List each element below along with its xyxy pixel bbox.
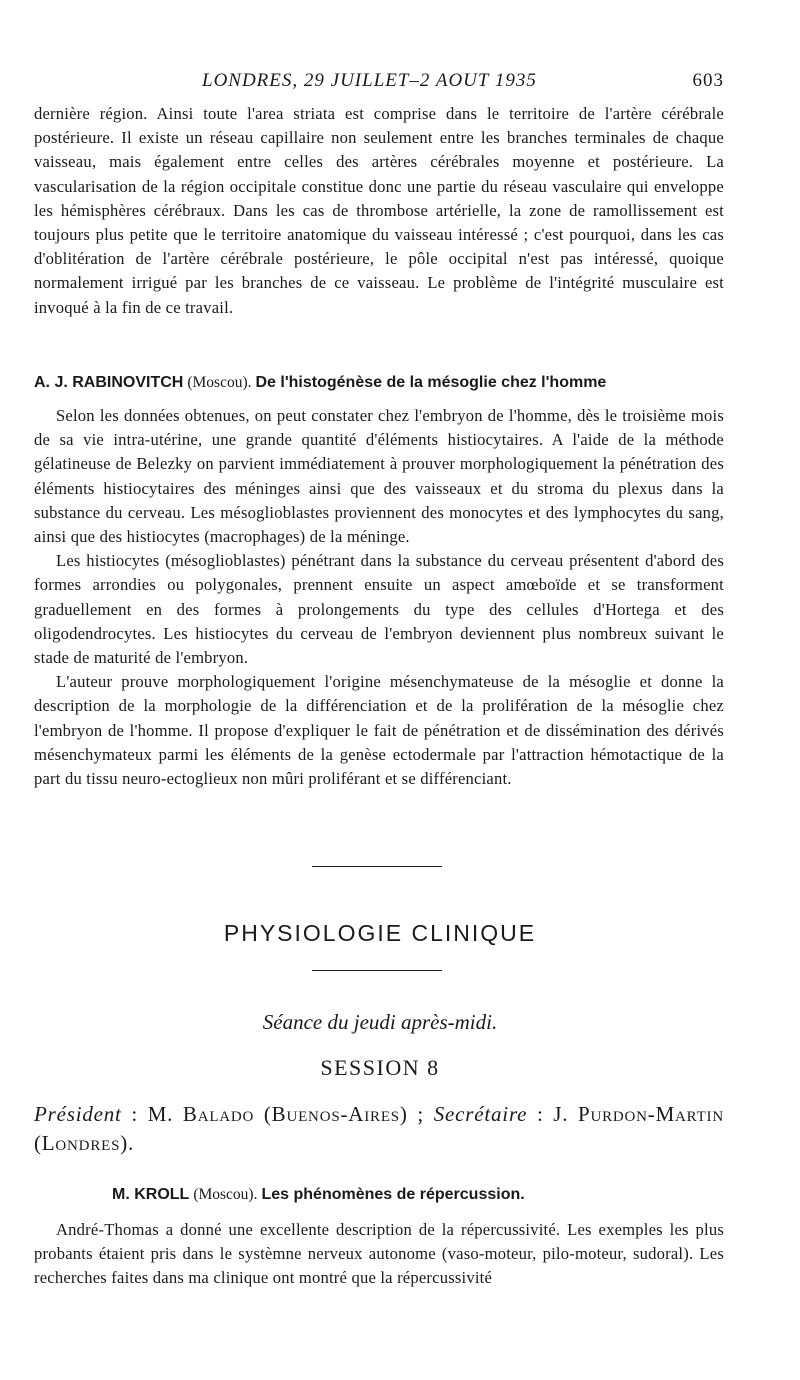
intro-paragraph xyxy=(34,102,724,320)
abstract1-author: A. J. RABINOVITCH xyxy=(34,374,184,391)
abstract1-paragraph-3: L'auteur prouve morphologiquement l'origine mésenchymateuse de la mésoglie et donne la description de la morphologie de la différenciation et de la prolifération de la mésoglie chez l'embryon de l'homme. Il propose d'expliquer le fait de pénétration et de dissémination des dérivés mésenchymateux parmi les éléments de la genèse ectodermale par l'attraction hémotactique de la part du tissu neuro-ectoglieux non mûri proliférant et se différenciant. xyxy=(34,672,724,789)
abstract2-city: (Moscou). xyxy=(193,1186,258,1203)
president-label: Président xyxy=(34,1102,122,1126)
secretary-label: Secrétaire xyxy=(433,1102,528,1126)
abstract2-body xyxy=(34,1218,724,1291)
section-title: PHYSIOLOGIE CLINIQUE xyxy=(223,920,537,946)
president-name: M. Balado (Buenos-Aires) ; xyxy=(147,1102,425,1126)
abstract1-city: (Moscou). xyxy=(187,374,252,391)
running-header xyxy=(34,70,724,100)
page-number: 603 xyxy=(692,70,724,91)
abstract1-heading xyxy=(34,374,724,392)
abstract1-paragraph-2: Les histiocytes (mésoglioblastes) pénétrant dans la substance du cerveau présentent d'abord des formes arrondies ou polygonales, prennent ensuite un aspect amœboïde et se transforment graduellement en des formes à prolongements du type des cellules d'Hortega et des oligodendrocytes. Les histiocytes du cerveau de l'embryon deviennent plus nombreux suivant le stade de maturité de l'embryon. xyxy=(34,551,724,668)
intro-paragraph-text: dernière région. Ainsi toute l'area striata est comprise dans le territoire de l'artère cérébrale postérieure. Il existe un réseau capillaire non seulement entre les branches terminales de chaque vaisseau, mais également entre celles des artères cérébrales moyenne et postérieure. La vascularisation de la région occipitale constitue donc une partie du réseau vasculaire qui enveloppe les hémisphères cérébraux. Dans les cas de thrombose artérielle, la zone de ramollissement est toujours plus petite que le territoire anatomique du vaisseau intéressé ; c'est pourquoi, dans les cas d'oblitération de l'artère cérébrale postérieure, le pôle occipital n'est pas intéressé, quoique normalement irrigué par les branches de ce vaisseau. Le problème de l'intégrité musculaire est invoqué à la fin de ce travail. xyxy=(34,104,724,317)
abstract2-author: M. KROLL xyxy=(112,1186,190,1203)
abstract2-paragraph: André-Thomas a donné une excellente description de la répercussivité. Les exemples les plus probants étaient pris dans le systèmne nerveux autonome (vaso-moteur, pilo-moteur, sudoral). Les recherches faites dans ma clinique ont montré que la répercussivité xyxy=(34,1220,724,1288)
running-title: LONDRES, 29 JUILLET–2 AOUT 1935 xyxy=(202,70,537,91)
secretary-name: J. Purdon-Martin (Londres). xyxy=(34,1102,724,1155)
session-officers: Président : M. Balado (Buenos-Aires) ; Secrétaire : J. Purdon-Martin (Londres). xyxy=(34,1102,724,1155)
abstract1-body xyxy=(34,404,724,791)
session-number: SESSION 8 xyxy=(320,1055,440,1080)
abstract2-heading xyxy=(112,1186,732,1204)
section-divider-top xyxy=(312,866,442,867)
section-divider-bottom xyxy=(312,970,442,971)
seance-subtitle: Séance du jeudi après-midi. xyxy=(262,1010,498,1034)
abstract2-title: Les phénomènes de répercussion. xyxy=(261,1186,525,1203)
abstract1-paragraph-1: Selon les données obtenues, on peut constater chez l'embryon de l'homme, dès le troisième mois de sa vie intra-utérine, une grande quantité d'éléments histiocytaires. A l'aide de la méthode gélatineuse de Belezky on parvient immédiatement à prouver morphologiquement la pénétration des éléments histiocytaires des méninges ainsi que des vaisseaux et du stroma du plexus dans la substance du cerveau. Les mésoglioblastes proviennent des monocytes et des lymphocytes du sang, ainsi que des histiocytes (macrophages) de la méninge. xyxy=(34,406,724,547)
abstract1-title: De l'histogénèse de la mésoglie chez l'homme xyxy=(255,374,607,391)
